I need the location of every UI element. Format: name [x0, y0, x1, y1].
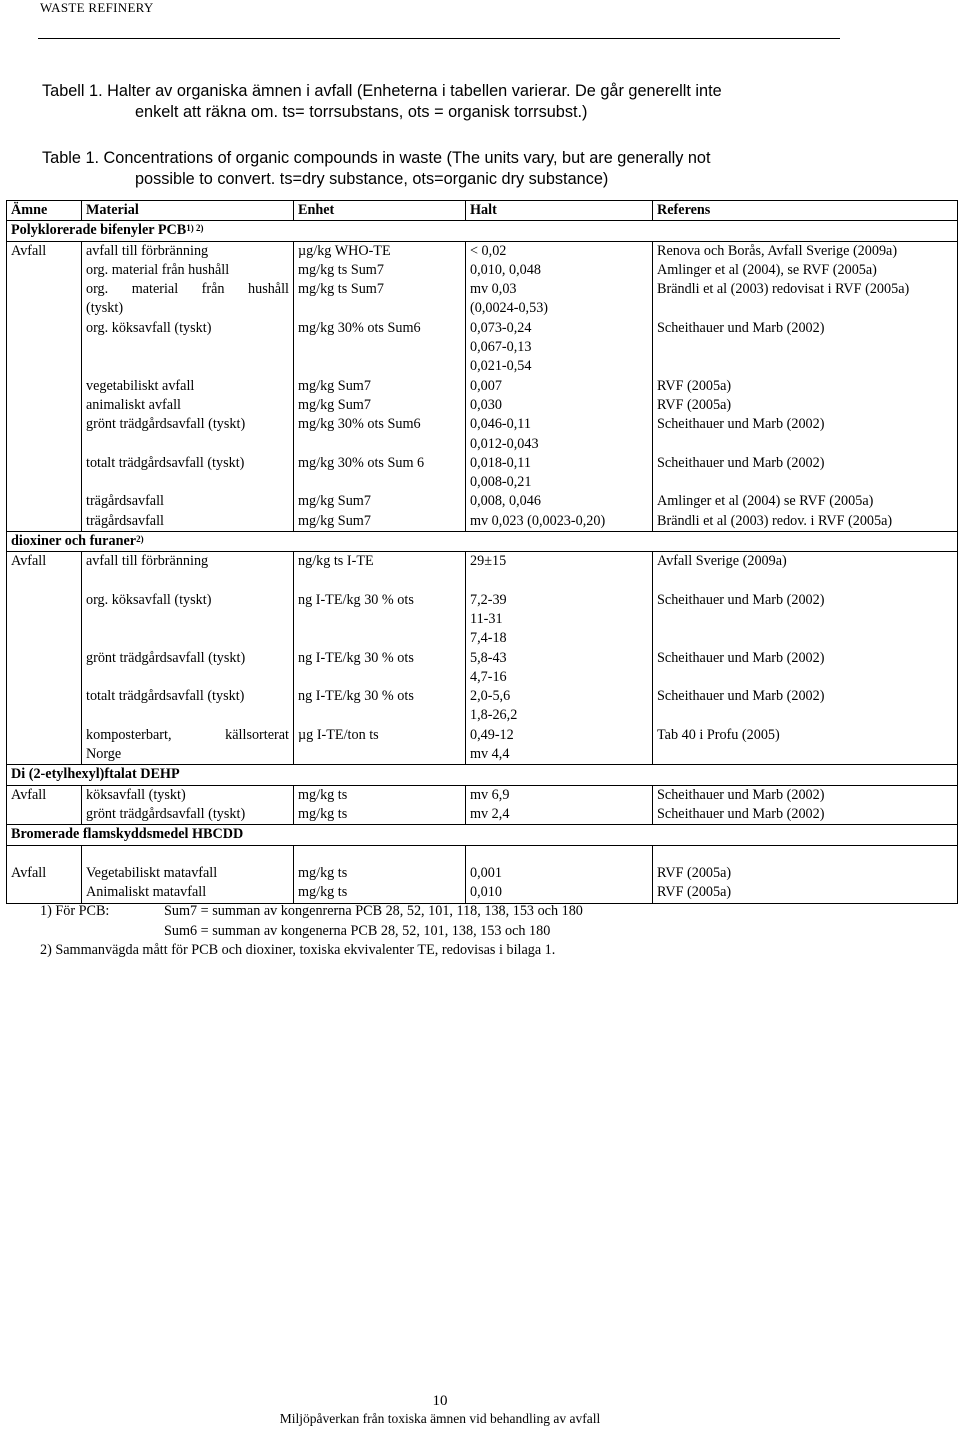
cell-amne	[7, 280, 82, 319]
amne-text: Avfall	[11, 553, 47, 570]
cell-halt	[466, 552, 653, 572]
cell-amne	[7, 726, 82, 765]
table-row	[7, 396, 958, 415]
halt-text: 0,007	[470, 377, 502, 394]
referens-text: Scheithauer und Marb (2002)	[657, 416, 825, 433]
halt-text: < 0,02	[470, 242, 507, 259]
table-row	[7, 241, 958, 261]
footnote-1-label: 1) För PCB:	[40, 903, 110, 919]
spacer-cell	[82, 845, 294, 864]
halt-text: 7,2-39	[470, 591, 507, 608]
cell-amne	[7, 687, 82, 726]
caption-swedish-line2: enkelt att räkna om. ts= torrsubstans, ots = organisk torrsubst.)	[135, 103, 588, 121]
referens-text: Scheithauer und Marb (2002)	[657, 805, 825, 822]
cell-enhet	[294, 512, 466, 532]
section-dioxiner	[7, 532, 958, 552]
cell-enhet	[294, 319, 466, 377]
section-dioxiner-title: dioxiner och furaner	[11, 533, 137, 550]
referens-text: RVF (2005a)	[657, 865, 732, 881]
cell-referens	[653, 805, 958, 825]
cell-amne	[7, 785, 82, 805]
enhet-text: mg/kg 30% ots Sum6	[298, 319, 421, 336]
cell-referens	[653, 396, 958, 415]
cell-amne	[7, 883, 82, 903]
halt-text-cont: 1,8-26,2	[470, 707, 518, 724]
table-row	[7, 377, 958, 396]
halt-text: mv 2,4	[470, 805, 510, 822]
material-text: org. köksavfall (tyskt)	[86, 319, 212, 336]
section-hbcdd-label	[7, 825, 958, 845]
cell-material	[82, 319, 294, 377]
halt-text: 5,8-43	[470, 649, 507, 666]
enhet-text: mg/kg Sum7	[298, 512, 371, 529]
section-dioxiner-footnote-ref: 2)	[136, 534, 144, 545]
spacer-cell	[653, 845, 958, 864]
enhet-text: mg/kg Sum7	[298, 396, 371, 413]
spacer-cell	[7, 845, 82, 864]
cell-referens	[653, 512, 958, 532]
enhet-text: mg/kg ts Sum7	[298, 281, 384, 298]
referens-text: RVF (2005a)	[657, 884, 732, 901]
cell-enhet	[294, 261, 466, 280]
material-text: org. köksavfall (tyskt)	[86, 591, 212, 608]
caption-swedish-line1: Tabell 1. Halter av organiska ämnen i avfall (Enheterna i tabellen varierar. De går generellt inte	[42, 82, 722, 100]
table-body	[7, 221, 958, 903]
enhet-text: mg/kg ts Sum7	[298, 261, 384, 278]
section-dehp-label	[7, 765, 958, 785]
cell-referens	[653, 492, 958, 511]
cell-enhet	[294, 454, 466, 493]
spacer-cell	[294, 845, 466, 864]
section-hbcdd	[7, 825, 958, 845]
amne-text: Avfall	[11, 242, 47, 259]
table-row	[7, 415, 958, 454]
cell-referens	[653, 415, 958, 454]
cell-enhet	[294, 552, 466, 572]
referens-text: Brändli et al (2003) redovisat i RVF (2005a)	[657, 281, 910, 298]
cell-material	[82, 396, 294, 415]
enhet-text: mg/kg Sum7	[298, 493, 371, 510]
cell-material	[82, 785, 294, 805]
cell-material	[82, 261, 294, 280]
material-text: trägårdsavfall	[86, 493, 164, 510]
cell-referens	[653, 883, 958, 903]
col-header-material: Material	[82, 201, 294, 221]
cell-enhet	[294, 241, 466, 261]
material-text: grönt trädgårdsavfall (tyskt)	[86, 805, 246, 822]
material-text: Vegetabiliskt matavfall	[86, 865, 218, 881]
table-row	[7, 687, 958, 726]
halt-text: 0,001	[470, 865, 502, 881]
enhet-text: ng/kg ts I-TE	[298, 553, 374, 570]
cell-halt	[466, 864, 653, 883]
enhet-text: mg/kg 30% ots Sum6	[298, 416, 421, 433]
cell-referens	[653, 687, 958, 726]
table-spacer-row	[7, 572, 958, 591]
material-text: grönt trädgårdsavfall (tyskt)	[86, 649, 246, 666]
material-text: komposterbart, källsorterat	[86, 726, 289, 743]
enhet-text: ng I-TE/kg 30 % ots	[298, 688, 414, 705]
material-text-cont: Norge	[86, 746, 122, 763]
section-pcb-label	[7, 221, 958, 241]
halt-text-cont: 0,021-0,54	[470, 358, 532, 375]
table-row	[7, 512, 958, 532]
caption-english-line2: possible to convert. ts=dry substance, ots=organic dry substance)	[135, 170, 609, 188]
halt-text-cont: 4,7-16	[470, 668, 507, 685]
cell-enhet	[294, 726, 466, 765]
material-text: totalt trädgårdsavfall (tyskt)	[86, 454, 245, 471]
cell-enhet	[294, 396, 466, 415]
referens-text: Scheithauer und Marb (2002)	[657, 319, 825, 336]
table-row	[7, 552, 958, 572]
footnote-1	[40, 902, 583, 922]
cell-material	[82, 454, 294, 493]
enhet-text: mg/kg ts	[298, 786, 348, 803]
referens-text: Scheithauer und Marb (2002)	[657, 688, 825, 705]
table-header-row	[7, 201, 958, 221]
cell-material	[82, 864, 294, 883]
col-header-amne: Ämne	[7, 201, 82, 221]
enhet-text: ng I-TE/kg 30 % ots	[298, 591, 414, 608]
cell-amne	[7, 864, 82, 883]
cell-enhet	[294, 492, 466, 511]
section-hbcdd-title: Bromerade flamskyddsmedel HBCDD	[11, 826, 244, 843]
referens-text: Scheithauer und Marb (2002)	[657, 786, 825, 803]
material-text: avfall till förbränning	[86, 242, 209, 259]
cell-halt	[466, 785, 653, 805]
table-row	[7, 805, 958, 825]
enhet-text: mg/kg ts	[298, 884, 348, 901]
cell-halt	[466, 591, 653, 649]
cell-amne	[7, 591, 82, 649]
table-row	[7, 492, 958, 511]
section-dehp-title: Di (2-etylhexyl)ftalat DEHP	[11, 766, 180, 783]
material-text: trägårdsavfall	[86, 512, 164, 529]
col-header-enhet: Enhet	[294, 201, 466, 221]
col-header-halt: Halt	[466, 201, 653, 221]
cell-referens	[653, 785, 958, 805]
table-row	[7, 883, 958, 903]
cell-material	[82, 377, 294, 396]
spacer-cell	[7, 572, 82, 591]
page-number: 10	[432, 1393, 448, 1409]
cell-referens	[653, 280, 958, 319]
cell-material	[82, 726, 294, 765]
caption-english-line1: Table 1. Concentrations of organic compounds in waste (The units vary, but are generally not	[42, 149, 711, 167]
cell-material	[82, 492, 294, 511]
halt-text: mv 0,023 (0,0023-0,20)	[470, 512, 606, 529]
cell-material	[82, 415, 294, 454]
cell-amne	[7, 512, 82, 532]
table-row	[7, 261, 958, 280]
cell-material	[82, 552, 294, 572]
footer-title: Miljöpåverkan från toxiska ämnen vid behandling av avfall	[279, 1411, 601, 1426]
table-row	[7, 649, 958, 688]
cell-amne	[7, 261, 82, 280]
referens-text: Tab 40 i Profu (2005)	[657, 726, 780, 743]
section-pcb-title: Polyklorerade bifenyler PCB	[11, 222, 187, 239]
cell-referens	[653, 319, 958, 377]
referens-text: Scheithauer und Marb (2002)	[657, 591, 825, 608]
cell-enhet	[294, 864, 466, 883]
cell-halt	[466, 512, 653, 532]
cell-amne	[7, 492, 82, 511]
material-text: animaliskt avfall	[86, 396, 181, 413]
cell-enhet	[294, 687, 466, 726]
cell-referens	[653, 591, 958, 649]
footnote-2: 2) Sammanvägda mått för PCB och dioxiner, toxiska ekvivalenter TE, redovisas i bilaga 1.	[40, 942, 556, 958]
cell-enhet	[294, 805, 466, 825]
cell-halt	[466, 492, 653, 511]
cell-enhet	[294, 280, 466, 319]
enhet-text: mg/kg 30% ots Sum 6	[298, 454, 425, 471]
halt-text: 29±15	[470, 553, 507, 570]
cell-halt	[466, 319, 653, 377]
cell-material	[82, 591, 294, 649]
cell-halt	[466, 687, 653, 726]
cell-referens	[653, 261, 958, 280]
referens-text: Brändli et al (2003) redov. i RVF (2005a)	[657, 512, 893, 529]
footnotes	[40, 902, 583, 961]
enhet-text: µg/kg WHO-TE	[298, 242, 391, 259]
halt-text-cont: (0,0024-0,53)	[470, 300, 549, 317]
cell-referens	[653, 454, 958, 493]
enhet-text: mg/kg ts	[298, 805, 348, 822]
spacer-cell	[82, 572, 294, 591]
cell-enhet	[294, 883, 466, 903]
enhet-text: ng I-TE/kg 30 % ots	[298, 649, 414, 666]
halt-text: 0,030	[470, 396, 502, 413]
cell-enhet	[294, 377, 466, 396]
cell-halt	[466, 261, 653, 280]
enhet-text: mg/kg Sum7	[298, 377, 371, 394]
header-rule	[38, 38, 840, 39]
cell-referens	[653, 649, 958, 688]
cell-halt	[466, 396, 653, 415]
cell-material	[82, 649, 294, 688]
cell-halt	[466, 454, 653, 493]
referens-text: Renova och Borås, Avfall Sverige (2009a)	[657, 242, 898, 259]
referens-text: Scheithauer und Marb (2002)	[657, 649, 825, 666]
halt-text: 2,0-5,6	[470, 688, 511, 705]
referens-text: RVF (2005a)	[657, 396, 732, 413]
halt-text: 0,008, 0,046	[470, 493, 541, 510]
cell-material	[82, 280, 294, 319]
cell-amne	[7, 552, 82, 572]
table-row	[7, 864, 958, 883]
table-spacer-row	[7, 845, 958, 864]
halt-text: 0,010	[470, 884, 502, 901]
cell-material	[82, 512, 294, 532]
cell-enhet	[294, 415, 466, 454]
material-text: vegetabiliskt avfall	[86, 377, 195, 394]
cell-referens	[653, 726, 958, 765]
table-row	[7, 785, 958, 805]
halt-text: mv 6,9	[470, 786, 510, 803]
caption-english	[42, 148, 862, 190]
cell-amne	[7, 805, 82, 825]
halt-text-cont: 0,008-0,21	[470, 474, 532, 491]
halt-text: mv 0,03	[470, 281, 517, 298]
cell-halt	[466, 415, 653, 454]
section-dehp	[7, 765, 958, 785]
cell-halt	[466, 805, 653, 825]
col-header-referens: Referens	[653, 201, 958, 221]
material-text: avfall till förbränning	[86, 553, 209, 570]
halt-text: 0,046-0,11	[470, 416, 531, 433]
cell-amne	[7, 649, 82, 688]
cell-enhet	[294, 649, 466, 688]
referens-text: Scheithauer und Marb (2002)	[657, 454, 825, 471]
cell-referens	[653, 864, 958, 883]
referens-text: Avfall Sverige (2009a)	[657, 553, 787, 570]
caption-swedish	[42, 81, 862, 123]
cell-amne	[7, 319, 82, 377]
cell-enhet	[294, 785, 466, 805]
enhet-text: mg/kg ts	[298, 865, 348, 881]
cell-halt	[466, 377, 653, 396]
cell-halt	[466, 280, 653, 319]
cell-amne	[7, 454, 82, 493]
halt-text: 0,073-0,24	[470, 319, 532, 336]
material-text: org. material från hushåll	[86, 261, 230, 278]
cell-material	[82, 805, 294, 825]
cell-referens	[653, 377, 958, 396]
halt-text-cont: mv 4,4	[470, 746, 510, 763]
halt-text-cont: 0,067-0,13	[470, 339, 532, 356]
cell-amne	[7, 396, 82, 415]
spacer-cell	[466, 572, 653, 591]
cell-referens	[653, 241, 958, 261]
halt-text: 0,49-12	[470, 726, 514, 743]
table-row	[7, 319, 958, 377]
cell-amne	[7, 415, 82, 454]
cell-halt	[466, 883, 653, 903]
footnote-1-sum6: Sum6 = summan av kongenerna PCB 28, 52, 101, 138, 153 och 180	[164, 922, 551, 939]
halt-text: 0,018-0,11	[470, 454, 531, 471]
running-header: WASTE REFINERY	[40, 0, 154, 15]
cell-halt	[466, 649, 653, 688]
spacer-cell	[466, 845, 653, 864]
material-text: org. material från hushåll	[86, 281, 289, 298]
cell-halt	[466, 726, 653, 765]
enhet-text: µg I-TE/ton ts	[298, 726, 379, 743]
section-pcb-footnote-ref: 1) 2)	[186, 223, 204, 234]
cell-material	[82, 241, 294, 261]
cell-amne	[7, 241, 82, 261]
halt-text-cont: 0,012-0,043	[470, 435, 539, 452]
cell-halt	[466, 241, 653, 261]
cell-enhet	[294, 591, 466, 649]
table-row	[7, 591, 958, 649]
cell-material	[82, 883, 294, 903]
amne-text: Avfall	[11, 786, 47, 803]
footnote-1-sum7: Sum7 = summan av kongenrerna PCB 28, 52, 101, 118, 138, 153 och 180	[164, 903, 583, 919]
section-dioxiner-label	[7, 532, 958, 552]
halt-text-cont: 7,4-18	[470, 630, 507, 647]
referens-text: Amlinger et al (2004), se RVF (2005a)	[657, 261, 877, 278]
table-row	[7, 280, 958, 319]
amne-text: Avfall	[11, 865, 47, 881]
material-text: Animaliskt matavfall	[86, 884, 207, 901]
spacer-cell	[653, 572, 958, 591]
material-text-cont: (tyskt)	[86, 300, 124, 317]
cell-amne	[7, 377, 82, 396]
halt-text: 0,010, 0,048	[470, 261, 541, 278]
material-text: grönt trädgårdsavfall (tyskt)	[86, 416, 246, 433]
spacer-cell	[294, 572, 466, 591]
table-row	[7, 726, 958, 765]
referens-text: Amlinger et al (2004) se RVF (2005a)	[657, 493, 874, 510]
cell-referens	[653, 552, 958, 572]
cell-material	[82, 687, 294, 726]
material-text: totalt trädgårdsavfall (tyskt)	[86, 688, 245, 705]
material-text: köksavfall (tyskt)	[86, 786, 186, 803]
halt-text-cont: 11-31	[470, 610, 503, 627]
section-pcb	[7, 221, 958, 241]
concentration-table	[6, 200, 958, 904]
referens-text: RVF (2005a)	[657, 377, 732, 394]
table-row	[7, 454, 958, 493]
